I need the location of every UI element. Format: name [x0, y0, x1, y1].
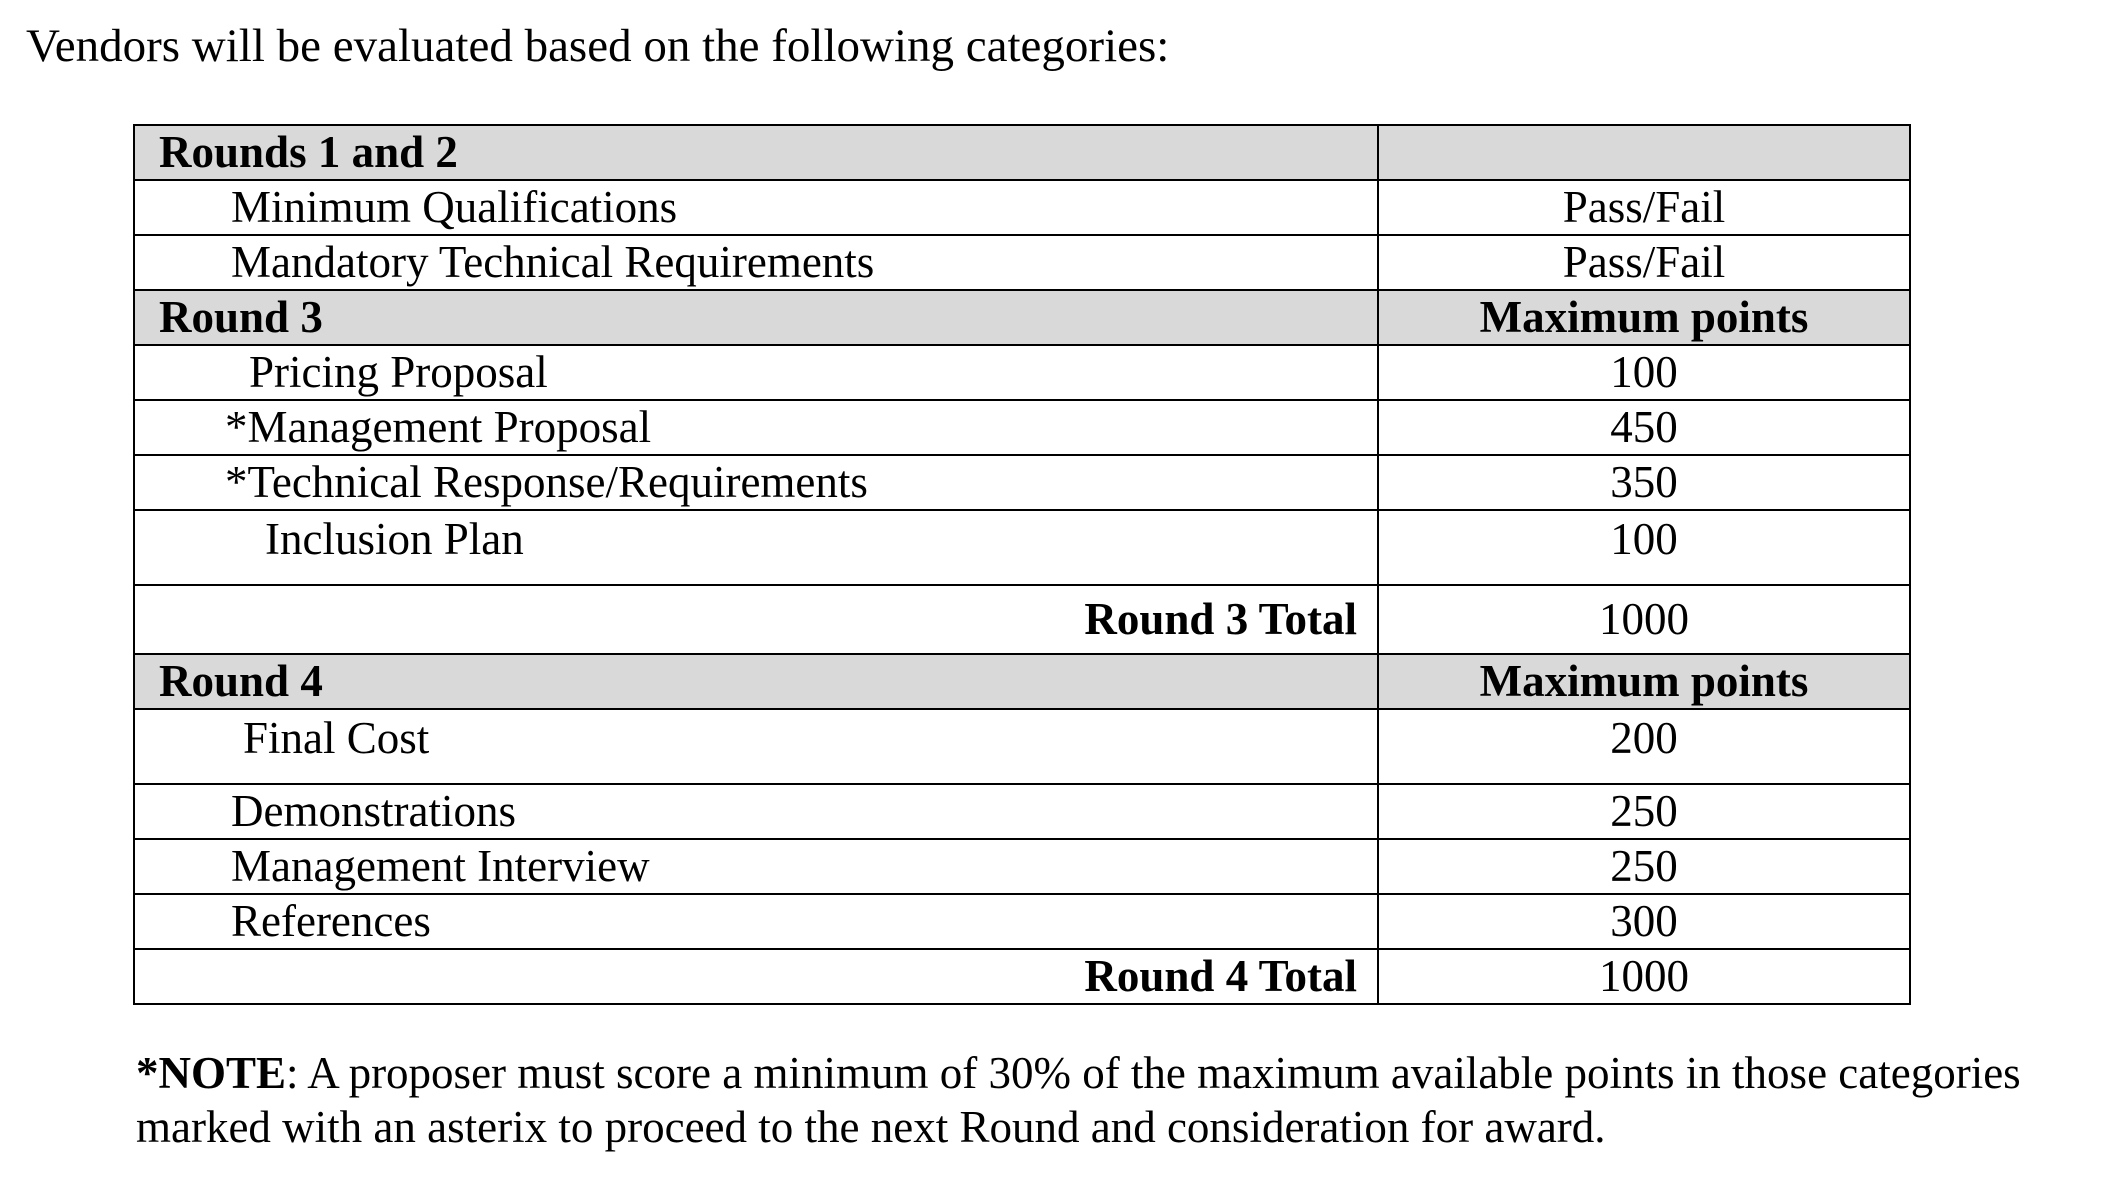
category-value: 250 — [1378, 784, 1910, 839]
category-value: 200 — [1378, 709, 1910, 784]
round-header-value: Maximum points — [1378, 654, 1910, 709]
table-row — [134, 235, 1910, 290]
round-header: Rounds 1 and 2 — [134, 125, 1378, 180]
evaluation-table — [133, 124, 1911, 1005]
round-header-value: Maximum points — [1378, 290, 1910, 345]
category-value: Pass/Fail — [1378, 180, 1910, 235]
category-value: 250 — [1378, 839, 1910, 894]
round-total-value: 1000 — [1378, 585, 1910, 654]
category-value: Pass/Fail — [1378, 235, 1910, 290]
footnote — [136, 1046, 2096, 1154]
note-text: : A proposer must score a minimum of 30% of the maximum available points in those categories marked with an asterix to proceed to the next Round and consideration for award. — [136, 1048, 2021, 1152]
total-row — [134, 949, 1910, 1004]
round-total-label: Round 3 Total — [134, 585, 1378, 654]
category-label: Inclusion Plan — [134, 510, 1378, 585]
category-label: Pricing Proposal — [134, 345, 1378, 400]
table-header-row — [134, 654, 1910, 709]
table-row — [134, 784, 1910, 839]
category-label: Mandatory Technical Requirements — [134, 235, 1378, 290]
category-label: Demonstrations — [134, 784, 1378, 839]
table-row — [134, 894, 1910, 949]
note-prefix: *NOTE — [136, 1048, 287, 1098]
category-label: *Technical Response/Requirements — [134, 455, 1378, 510]
table-row — [134, 455, 1910, 510]
table-row — [134, 400, 1910, 455]
table-header-row — [134, 125, 1910, 180]
category-label: References — [134, 894, 1378, 949]
round-header: Round 4 — [134, 654, 1378, 709]
table-row — [134, 345, 1910, 400]
table-row — [134, 510, 1910, 585]
category-value: 100 — [1378, 510, 1910, 585]
total-row — [134, 585, 1910, 654]
category-label: Management Interview — [134, 839, 1378, 894]
category-label: Final Cost — [134, 709, 1378, 784]
category-value: 100 — [1378, 345, 1910, 400]
category-value: 450 — [1378, 400, 1910, 455]
round-header-value — [1378, 125, 1910, 180]
table-header-row — [134, 290, 1910, 345]
category-value: 300 — [1378, 894, 1910, 949]
category-value: 350 — [1378, 455, 1910, 510]
round-header: Round 3 — [134, 290, 1378, 345]
table-row — [134, 709, 1910, 784]
intro-text: Vendors will be evaluated based on the following categories: — [26, 20, 1170, 72]
table-row — [134, 180, 1910, 235]
category-label: *Management Proposal — [134, 400, 1378, 455]
table-row — [134, 839, 1910, 894]
round-total-value: 1000 — [1378, 949, 1910, 1004]
category-label: Minimum Qualifications — [134, 180, 1378, 235]
round-total-label: Round 4 Total — [134, 949, 1378, 1004]
